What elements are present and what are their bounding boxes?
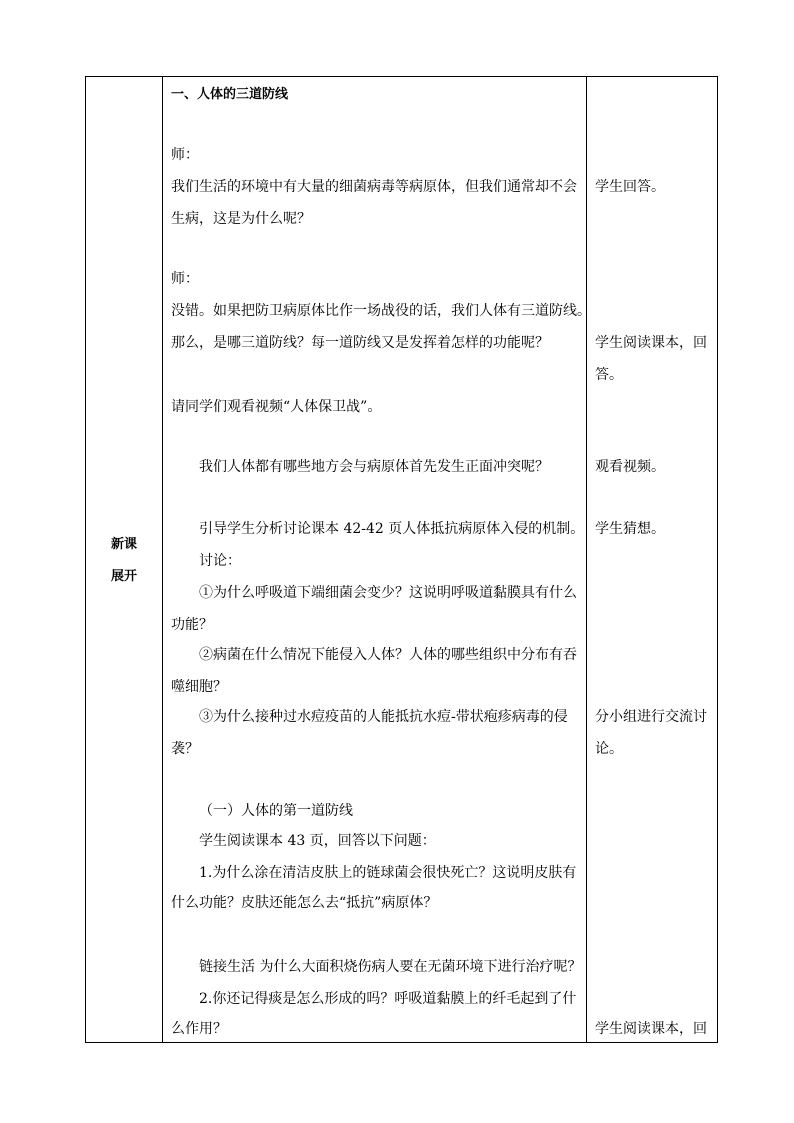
student-text-line: 学生猜想。 (595, 521, 665, 537)
student-text-line: 分小组进行交流讨 (595, 709, 707, 725)
row-label-line: 新课 (110, 537, 137, 552)
student-text-line: 论。 (595, 741, 623, 757)
teacher-text-line: 什么功能？皮肤还能怎么去“抵抗”病原体？ (171, 895, 438, 911)
teacher-text-line: （一）人体的第一道防线 (199, 803, 353, 819)
student-text-line: 学生阅读课本，回 (595, 335, 707, 351)
teacher-text-line: 师： (171, 271, 199, 287)
lesson-table (85, 76, 718, 1043)
teacher-text-line: 噬细胞？ (171, 679, 227, 695)
teacher-text-line: 我们生活的环境中有大量的细菌病毒等病原体，但我们通常却不会 (171, 179, 577, 195)
teacher-text-line: 功能？ (171, 617, 213, 633)
teacher-text-line: 学生阅读课本 43 页，回答以下问题： (199, 833, 436, 849)
student-text-line: 学生阅读课本，回 (595, 1021, 707, 1037)
teacher-text-line: 师： (171, 147, 199, 163)
teacher-text-line: ①为什么呼吸道下端细菌会变少？这说明呼吸道黏膜具有什么 (199, 585, 577, 601)
teacher-text-line: 袭？ (171, 741, 199, 757)
teacher-text-line: 引导学生分析讨论课本 42-42 页人体抵抗病原体入侵的机制。 (199, 521, 585, 537)
row-label-line: 展开 (110, 569, 137, 584)
teacher-text-line: 那么，是哪三道防线？每一道防线又是发挥着怎样的功能呢？ (171, 335, 549, 351)
student-text-line: 答。 (595, 367, 623, 383)
teacher-text-line: 请同学们观看视频“人体保卫战”。 (171, 399, 382, 415)
teacher-text-line: ②病菌在什么情况下能侵入人体？人体的哪些组织中分布有吞 (199, 647, 577, 663)
teacher-text-line: 我们人体都有哪些地方会与病原体首先发生正面冲突呢？ (199, 459, 549, 475)
row-label-cell (86, 77, 162, 1042)
teacher-text-line: 生病，这是为什么呢？ (171, 211, 311, 227)
teacher-text-line: 1.为什么涂在清洁皮肤上的链球菌会很快死亡？这说明皮肤有 (199, 865, 577, 881)
teacher-text-line: 么作用？ (171, 1021, 227, 1037)
teacher-text-line: 链接生活 为什么大面积烧伤病人要在无菌环境下进行治疗呢？ (199, 959, 582, 975)
teacher-text-line: 2.你还记得痰是怎么形成的吗？呼吸道黏膜上的纤毛起到了什 (199, 991, 577, 1007)
teacher-activity-cell (163, 77, 591, 1042)
teacher-text-line: ③为什么接种过水痘疫苗的人能抵抗水痘-带状疱疹病毒的侵 (199, 709, 568, 725)
teacher-text-line: 一、人体的三道防线 (171, 87, 289, 102)
teacher-text-line: 没错。如果把防卫病原体比作一场战役的话，我们人体有三道防线。 (171, 303, 591, 319)
teacher-text-line: 讨论： (199, 553, 241, 569)
student-text-line: 观看视频。 (595, 459, 665, 475)
student-text-line: 学生回答。 (595, 179, 665, 195)
student-activity-cell (587, 77, 718, 1042)
